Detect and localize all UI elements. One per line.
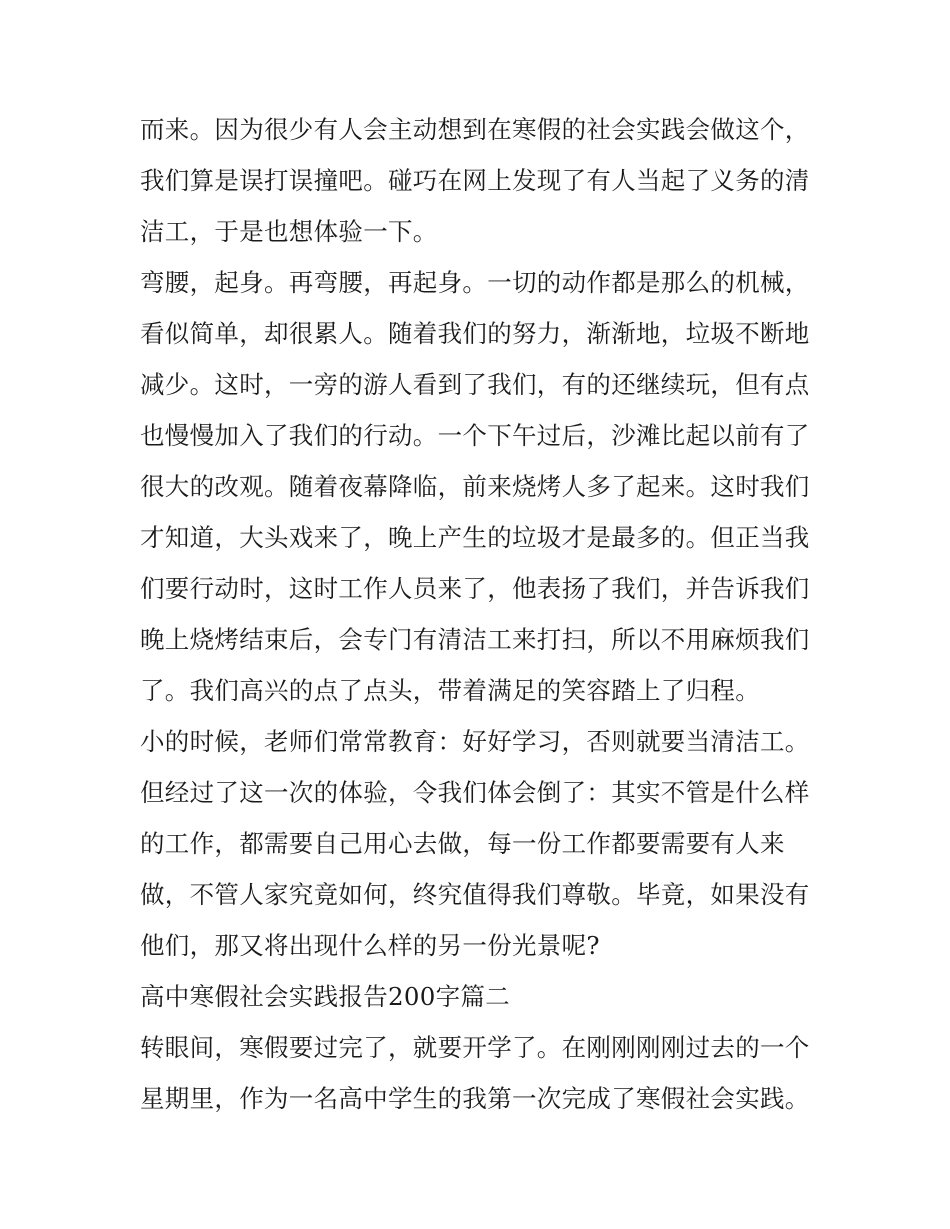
text-line: 很大的改观。随着夜幕降临，前来烧烤人多了起来。这时我们 <box>140 472 810 501</box>
text-line: 弯腰，起身。再弯腰，再起身。一切的动作都是那么的机械， <box>140 268 810 297</box>
text-line: 也慢慢加入了我们的行动。一个下午过后，沙滩比起以前有了 <box>140 421 810 450</box>
text-line: 了。我们高兴的点了点头，带着满足的笑容踏上了归程。 <box>140 676 760 705</box>
text-line: 星期里，作为一名高中学生的我第一次完成了寒假社会实践。 <box>140 1084 810 1113</box>
text-line: 的工作，都需要自己用心去做，每一份工作都要需要有人来 <box>140 829 785 858</box>
text-line: 转眼间，寒假要过完了，就要开学了。在刚刚刚刚过去的一个 <box>140 1033 810 1062</box>
text-line: 小的时候，老师们常常教育：好好学习，否则就要当清洁工。 <box>140 727 810 756</box>
text-line: 晚上烧烤结束后，会专门有清洁工来打扫，所以不用麻烦我们 <box>140 625 810 654</box>
text-line: 但经过了这一次的体验，令我们体会倒了：其实不管是什么样 <box>140 778 810 807</box>
text-line: 洁工，于是也想体验一下。 <box>140 217 438 246</box>
text-line: 看似简单，却很累人。随着我们的努力，渐渐地，垃圾不断地 <box>140 319 810 348</box>
text-line: 才知道，大头戏来了，晚上产生的垃圾才是最多的。但正当我 <box>140 523 810 552</box>
text-line: 做，不管人家究竟如何，终究值得我们尊敬。毕竟，如果没有 <box>140 880 810 909</box>
text-line: 减少。这时，一旁的游人看到了我们，有的还继续玩，但有点 <box>140 370 810 399</box>
text-line: 们要行动时，这时工作人员来了，他表扬了我们，并告诉我们 <box>140 574 810 603</box>
text-line: 他们，那又将出现什么样的另一份光景呢? <box>140 931 600 960</box>
text-line: 而来。因为很少有人会主动想到在寒假的社会实践会做这个， <box>140 115 810 144</box>
text-line: 我们算是误打误撞吧。碰巧在网上发现了有人当起了义务的清 <box>140 166 810 195</box>
section-heading: 高中寒假社会实践报告200字篇二 <box>140 982 511 1011</box>
